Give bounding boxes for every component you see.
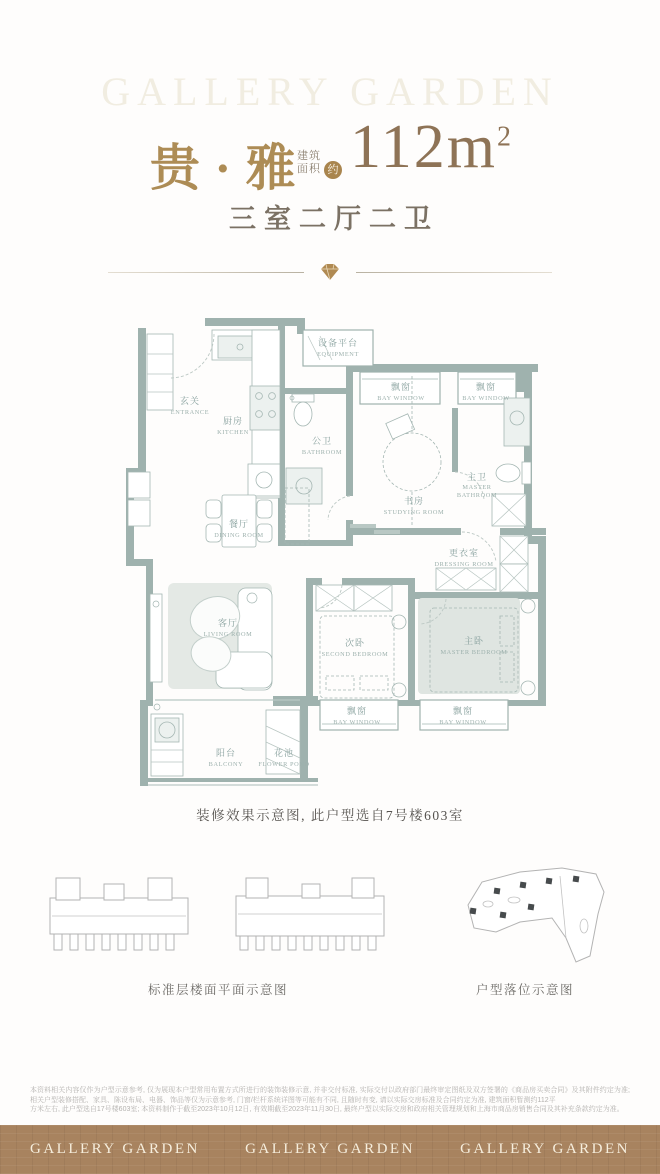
label-dressing-cn: 更衣室 — [448, 548, 480, 558]
label-masterbath-en2: BATHROOM — [456, 492, 498, 499]
divider-line-left — [108, 272, 304, 273]
section-divider — [0, 262, 660, 282]
label-entrance-en: ENTRANCE — [170, 409, 210, 416]
label-masterbath-cn: 主卫 — [466, 472, 488, 482]
label-secondbed-en: SECOND BEDROOM — [321, 651, 389, 658]
left-diagram-caption: 标准层楼面平面示意图 — [147, 983, 288, 997]
area-prefix-lines — [297, 150, 321, 176]
label-dining-en: DINING ROOM — [214, 532, 264, 539]
footer-brand-center: GALLERY GARDEN — [245, 1141, 415, 1157]
label-flowerpond-cn: 花池 — [273, 748, 295, 758]
footer-brand-right: GALLERY GARDEN — [460, 1141, 630, 1157]
layout-summary: 三室二厅二卫 — [229, 204, 439, 234]
area-number: 112m — [350, 113, 497, 181]
label-study-en: STUDYING ROOM — [383, 509, 445, 516]
footer-band — [0, 1125, 660, 1174]
right-diagram-caption: 户型落位示意图 — [475, 983, 574, 997]
label-bay-bl-cn: 飘窗 — [346, 706, 368, 716]
label-study-cn: 书房 — [403, 496, 425, 506]
unit-name-title: 贵 · 雅 — [150, 140, 297, 196]
label-flowerpond-en: FLOWER POND — [258, 761, 310, 768]
label-balcony-en: BALCONY — [208, 761, 244, 768]
label-masterbath-en1: MASTER — [462, 484, 492, 491]
label-bay-tl-en: BAY WINDOW — [377, 395, 425, 402]
area-value — [350, 112, 513, 183]
building-footprint-b — [236, 878, 384, 950]
label-bay-bl-en: BAY WINDOW — [333, 719, 381, 726]
label-kitchen-cn: 厨房 — [222, 416, 244, 426]
disclaimer-line1: 本资料相关内容仅作为户型示意参考, 仅为展现本户型常用布置方式所进行的装饰装修示意, 并非交付标准, 实际交付以政府部门最终审定图纸及双方签署的《商品房买卖合同》及其附件约定为准; 相关户型装修搭配、家具、陈设布局、电器、饰品等仅为示意参考, 门窗/栏杆系统详图等可能有不同, 且随时有变, 请以实际交房标准及合同约定为准, 建筑面积暂测约112平 — [30, 1087, 630, 1104]
divider-line-right — [356, 272, 552, 273]
disclaimer-line2: 方米左右, 此户型选自17号楼603室; 本资料制作于截至2023年10月12日, 有效期截至2023年11月30日, 最终户型以实际交房和政府相关管理规划和上海市商品房销售合同及其补充条款约定为准。 — [30, 1106, 624, 1113]
label-bay-tr-cn: 飘窗 — [475, 382, 497, 392]
label-masterbed-en: MASTER BEDROOM — [440, 649, 508, 656]
label-bathroom-en: BATHROOM — [301, 449, 343, 456]
label-bay-br-en: BAY WINDOW — [439, 719, 487, 726]
watermark-text: GALLERY GARDEN — [101, 69, 559, 114]
building-footprint-a — [50, 878, 188, 950]
approx-badge: 约 — [324, 161, 342, 179]
label-equipment-en: EQUIPMENT — [317, 351, 359, 358]
diamond-icon — [318, 262, 342, 282]
label-bay-tl-cn: 飘窗 — [390, 382, 412, 392]
footer-brand-left: GALLERY GARDEN — [30, 1141, 200, 1157]
label-dining-cn: 餐厅 — [228, 519, 250, 529]
plan-caption: 装修效果示意图, 此户型选自7号楼603室 — [196, 808, 464, 823]
label-bathroom-cn: 公卫 — [311, 436, 333, 446]
disclaimer — [30, 1086, 630, 1115]
label-bay-br-cn: 飘窗 — [452, 706, 474, 716]
floorplan — [0, 310, 660, 810]
bottom-diagrams — [0, 860, 660, 975]
area-prefix-line1: 建筑 — [297, 150, 321, 162]
site-plan — [468, 868, 604, 962]
label-living-cn: 客厅 — [217, 618, 239, 628]
label-dressing-en: DRESSING ROOM — [434, 561, 494, 568]
label-kitchen-en: KITCHEN — [217, 429, 249, 436]
label-masterbed-cn: 主卧 — [463, 636, 485, 646]
area-prefix-block — [297, 147, 342, 179]
label-secondbed-cn: 次卧 — [344, 638, 366, 648]
label-entrance-cn: 玄关 — [179, 396, 201, 406]
area-unit-sup: 2 — [496, 121, 513, 153]
label-bay-tr-en: BAY WINDOW — [462, 395, 510, 402]
label-equipment-cn: 设备平台 — [317, 338, 359, 348]
area-prefix-line2: 面积 — [297, 163, 321, 175]
label-living-en: LIVING ROOM — [203, 631, 253, 638]
label-balcony-cn: 阳台 — [215, 748, 237, 758]
